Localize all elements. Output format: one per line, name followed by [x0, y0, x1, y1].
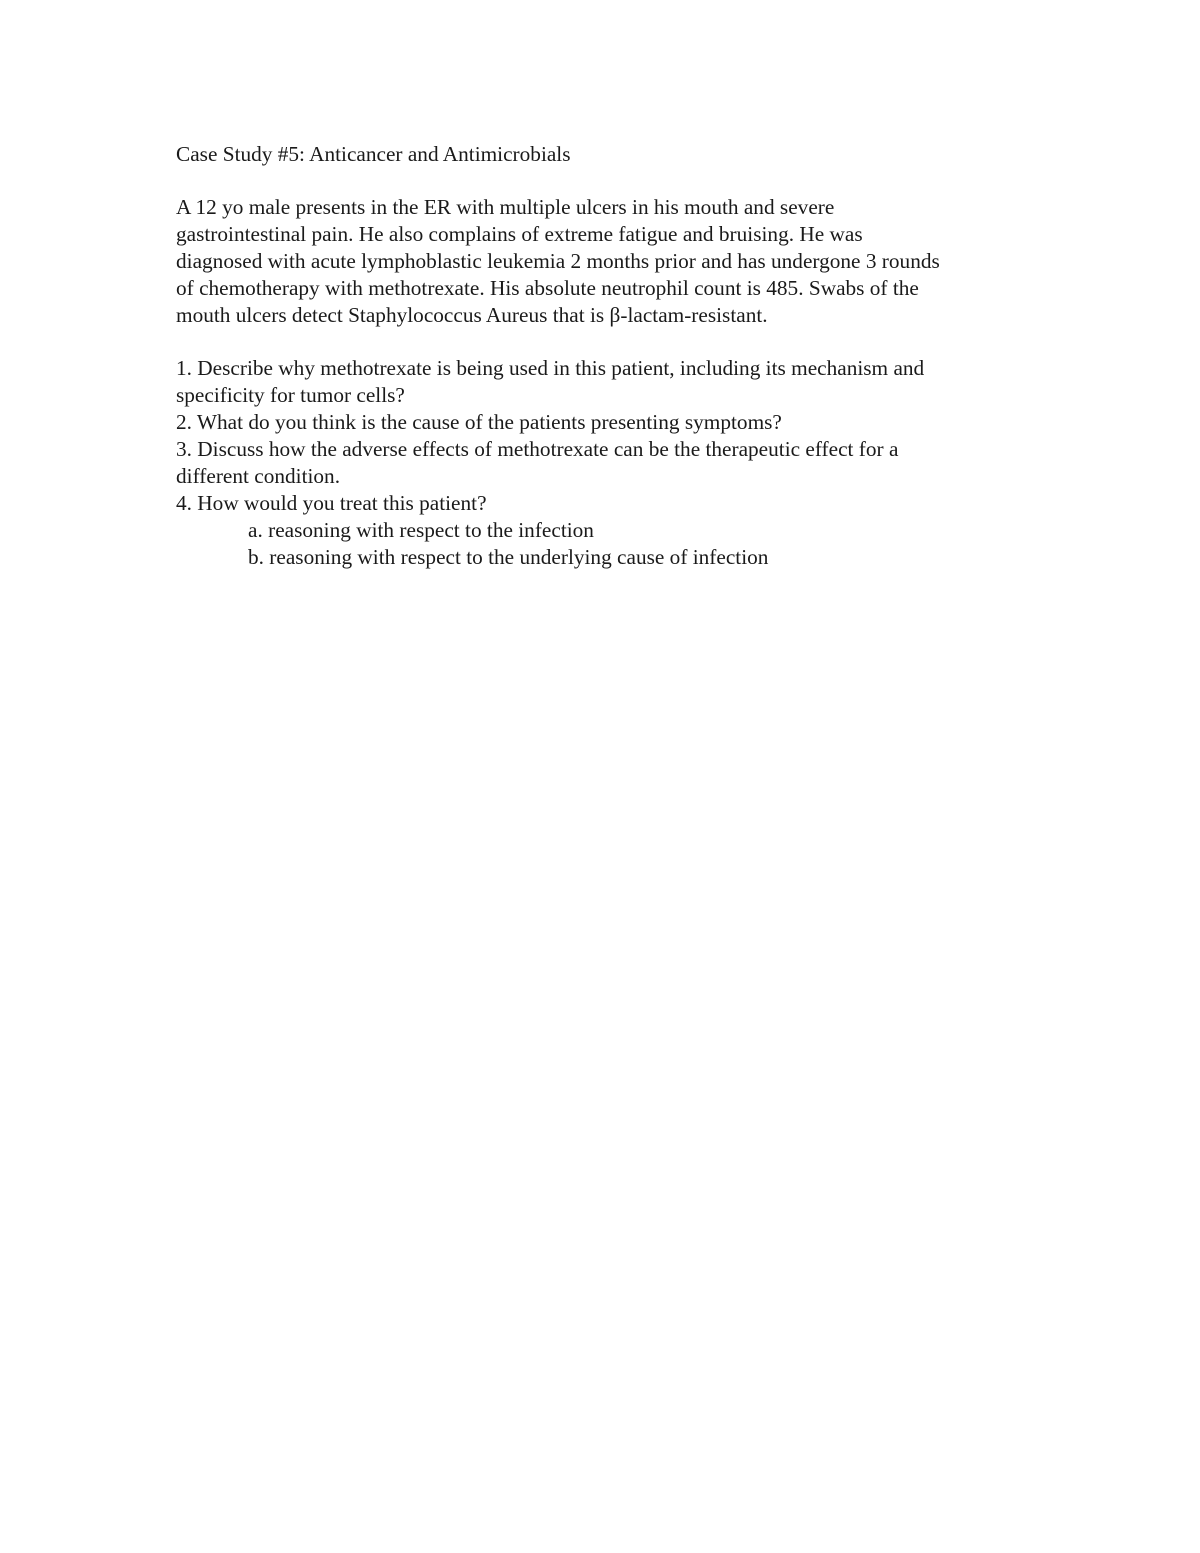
- question-1-line-2: specificity for tumor cells?: [176, 383, 405, 407]
- case-line: of chemotherapy with methotrexate. His absolute neutrophil count is 485. Swabs of the: [176, 276, 919, 300]
- question-3-line-1: 3. Discuss how the adverse effects of methotrexate can be the therapeutic effect for a: [176, 437, 899, 461]
- question-4: 4. How would you treat this patient?: [176, 491, 487, 515]
- case-line: A 12 yo male presents in the ER with multiple ulcers in his mouth and severe: [176, 195, 835, 219]
- question-list: [176, 355, 1056, 571]
- question-3-line-2: different condition.: [176, 464, 341, 488]
- case-line: mouth ulcers detect Staphylococcus Aureus that is β-lactam-resistant.: [176, 303, 768, 327]
- case-line: gastrointestinal pain. He also complains of extreme fatigue and bruising. He was: [176, 222, 863, 246]
- question-4a: a. reasoning with respect to the infection: [248, 518, 594, 542]
- case-line: diagnosed with acute lymphoblastic leukemia 2 months prior and has undergone 3 rounds: [176, 249, 940, 273]
- question-2: 2. What do you think is the cause of the patients presenting symptoms?: [176, 410, 782, 434]
- question-1-line-1: 1. Describe why methotrexate is being used in this patient, including its mechanism and: [176, 356, 925, 380]
- question-4b: b. reasoning with respect to the underlying cause of infection: [248, 545, 769, 569]
- case-description: [176, 194, 1056, 329]
- document-title: Case Study #5: Anticancer and Antimicrobials: [176, 142, 571, 166]
- document-body: [176, 141, 1056, 571]
